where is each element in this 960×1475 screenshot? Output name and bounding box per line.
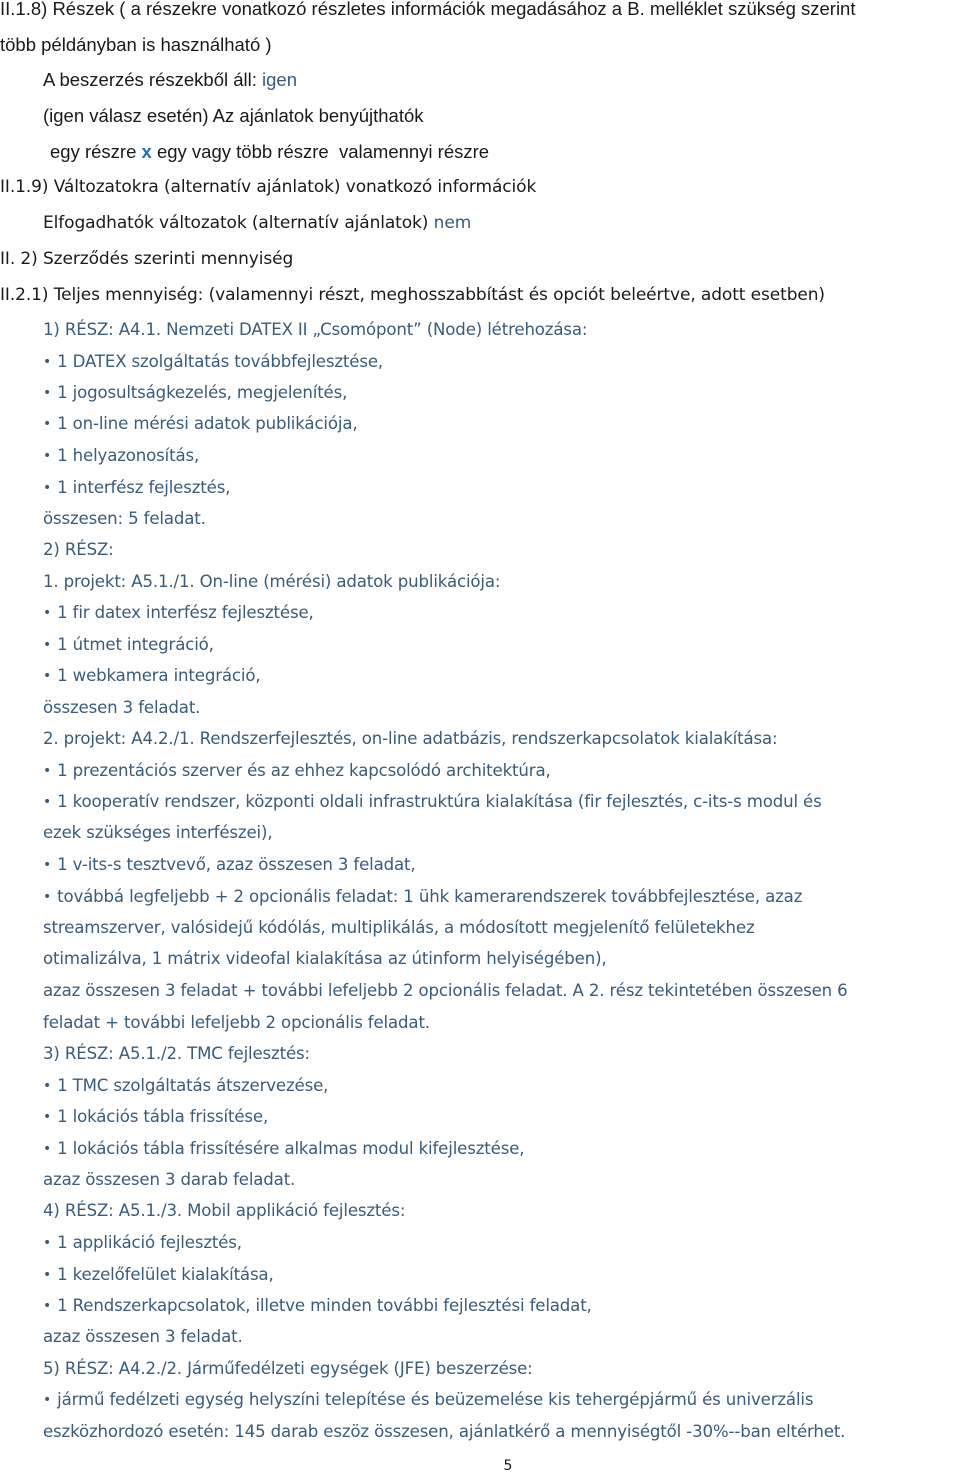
part3-total: azaz összesen 3 darab feladat. <box>43 1170 296 1189</box>
part2-project1-item: • 1 útmet integráció, <box>43 633 214 658</box>
option-one-part: egy részre <box>50 141 137 162</box>
part1-item: • 1 interfész fejlesztés, <box>43 476 230 501</box>
part5-item: • jármű fedélzeti egység helyszíni telepítése és beüzemelése kis tehergépjármű és univerzális <box>43 1388 813 1413</box>
part2-project2-title: 2. projekt: A4.2./1. Rendszerfejlesztés, on-line adatbázis, rendszerkapcsolatok kialakítása: <box>43 729 778 748</box>
part4-item: • 1 applikáció fejlesztés, <box>43 1231 242 1256</box>
option-checked-mark: x <box>141 141 152 162</box>
part5-item-continued: eszközhordozó esetén: 145 darab eszöz összesen, ajánlatkérő a mennyiségtől -30%--ban eltérhet. <box>43 1422 846 1441</box>
section-1-9-heading: II.1.9) Változatokra (alternatív ajánlatok) vonatkozó információk <box>0 177 537 197</box>
part2-project2-item: • 1 v-its-s tesztvevő, azaz összesen 3 feladat, <box>43 853 416 878</box>
part2-project1-title: 1. projekt: A5.1./1. On-line (mérési) adatok publikációja: <box>43 572 501 591</box>
part3-item: • 1 lokációs tábla frissítése, <box>43 1105 268 1130</box>
part3-item: • 1 lokációs tábla frissítésére alkalmas modul kifejlesztése, <box>43 1137 524 1162</box>
part2-project2-item-continued: ezek szükséges interfészei), <box>43 823 273 842</box>
part2-project2-item-continued: streamszerver, valósidejű kódólás, multiplikálás, a módosított megjelenítő felületekhez <box>43 918 755 937</box>
part3-item: • 1 TMC szolgáltatás átszervezése, <box>43 1074 328 1099</box>
option-multiple-parts: egy vagy több részre <box>156 141 329 162</box>
option-all-parts: valamennyi részre <box>338 141 490 162</box>
part1-title: 1) RÉSZ: A4.1. Nemzeti DATEX II „Csomópont” (Node) létrehozása: <box>43 320 588 339</box>
part1-item: • 1 on-line mérési adatok publikációja, <box>43 412 357 437</box>
part2-title: 2) RÉSZ: <box>43 540 114 559</box>
parts-consists-label: A beszerzés részekből áll: <box>43 69 257 90</box>
part2-project2-item-continued: otimalizálva, 1 mátrix videofal kialakítása az útinform helyiségében), <box>43 949 607 968</box>
part4-total: azaz összesen 3 feladat. <box>43 1327 243 1346</box>
part1-total: összesen: 5 feladat. <box>43 509 206 528</box>
part4-item: • 1 kezelőfelület kialakítása, <box>43 1263 274 1288</box>
part2-project2-item: • 1 prezentációs szerver és az ehhez kapcsolódó architektúra, <box>43 759 551 784</box>
part2-project1-total: összesen 3 feladat. <box>43 698 201 717</box>
variants-value: nem <box>433 213 472 233</box>
part3-title: 3) RÉSZ: A5.1./2. TMC fejlesztés: <box>43 1044 310 1063</box>
submit-options-row <box>50 140 489 164</box>
part4-title: 4) RÉSZ: A5.1./3. Mobil applikáció fejlesztés: <box>43 1201 406 1220</box>
part2-project2-item: • továbbá legfeljebb + 2 opcionális feladat: 1 ühk kamerarendszerek továbbfejlesztése, azaz <box>43 885 802 910</box>
page-number: 5 <box>503 1458 513 1474</box>
part4-item: • 1 Rendszerkapcsolatok, illetve minden további fejlesztési feladat, <box>43 1294 592 1319</box>
part2-project1-item: • 1 fir datex interfész fejlesztése, <box>43 601 314 626</box>
part1-item: • 1 helyazonosítás, <box>43 444 199 469</box>
parts-consists-row <box>43 68 297 92</box>
variants-label: Elfogadhatók változatok (alternatív ajánlatok) <box>43 213 429 233</box>
part1-item: • 1 jogosultságkezelés, megjelenítés, <box>43 381 347 406</box>
part1-item: • 1 DATEX szolgáltatás továbbfejlesztése, <box>43 350 383 375</box>
section-2-heading: II. 2) Szerződés szerinti mennyiség <box>0 249 294 269</box>
parts-consists-value: igen <box>262 69 298 90</box>
part2-project2-item: • 1 kooperatív rendszer, központi oldali infrastruktúra kialakítása (fir fejlesztés, c-its-s modul és <box>43 790 822 815</box>
section-1-8-line2: több példányban is használható ) <box>0 34 272 55</box>
part5-title: 5) RÉSZ: A4.2./2. Járműfedélzeti egységek (JFE) beszerzése: <box>43 1359 533 1378</box>
section-1-8-line1: II.1.8) Részek ( a részekre vonatkozó részletes információk megadásához a B. melléklet szükség szerint <box>0 0 856 19</box>
part2-total-continued: feladat + további lefeljebb 2 opcionális feladat. <box>43 1013 430 1032</box>
submit-label: (igen válasz esetén) Az ajánlatok benyújthatók <box>43 105 424 126</box>
variants-row <box>43 211 471 235</box>
part2-total: azaz összesen 3 feladat + további lefeljebb 2 opcionális feladat. A 2. rész tekintetében összesen 6 <box>43 981 848 1000</box>
part2-project1-item: • 1 webkamera integráció, <box>43 664 260 689</box>
section-2-1-heading: II.2.1) Teljes mennyiség: (valamennyi részt, meghosszabbítást és opciót beleértve, adott esetben) <box>0 285 825 305</box>
